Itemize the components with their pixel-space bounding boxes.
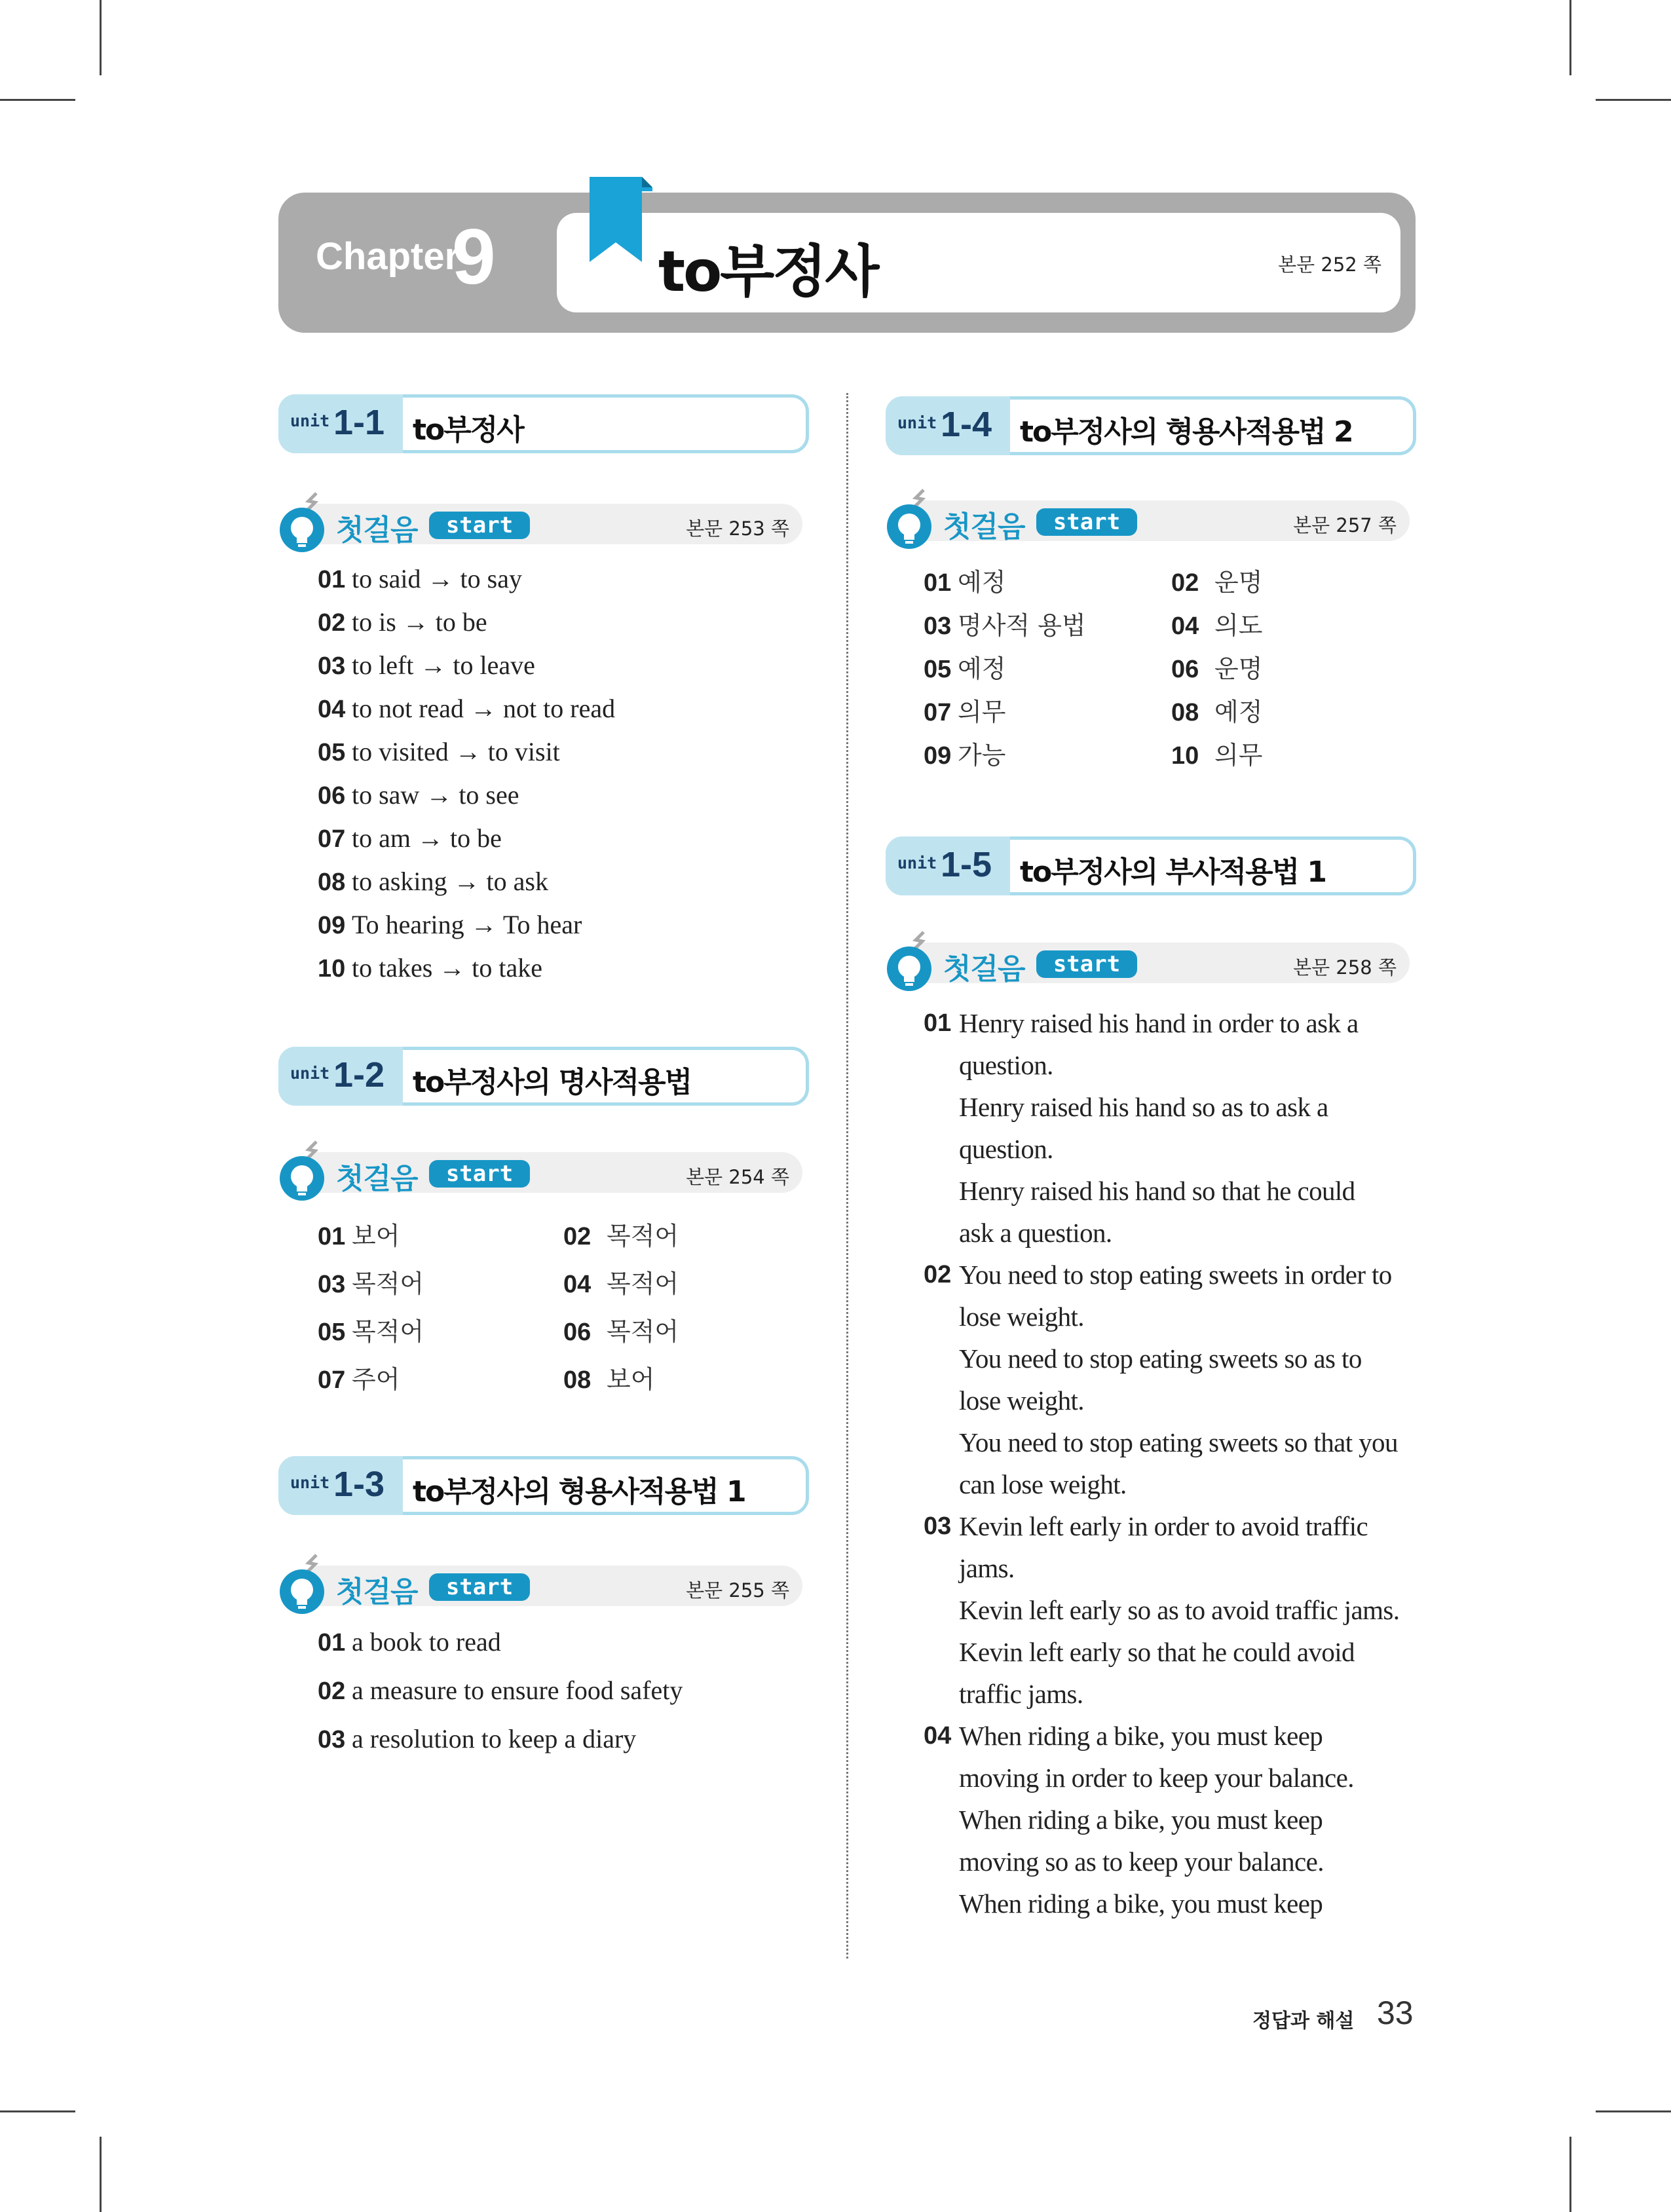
answer-number: 03 [924,1512,952,1540]
answer-text: 명사적 용법 [958,611,1086,640]
answer-item [318,866,615,909]
answer-item [318,1626,683,1675]
answer-row [318,1264,776,1311]
answer-number: 08 [318,869,346,896]
answer-item [563,1264,679,1300]
answer-item [318,1311,424,1347]
answer-text: to is → to be [352,607,487,637]
answer-line: When riding a bike, you must keep [959,1721,1323,1751]
answer-number: 02 [318,609,346,637]
answer-item [924,605,1086,641]
answer-item [1171,735,1262,771]
crop-mark [0,99,75,101]
answer-row [924,562,1382,605]
answer-text: To hearing → To hear [352,910,582,939]
crop-mark [100,0,102,75]
answer-text: 의무 [958,698,1006,726]
answer-item [318,1264,424,1300]
answer-text: 의무 [1214,741,1263,770]
answer-line: lose weight. [959,1385,1084,1415]
unit-number: 1-2 [333,1055,385,1095]
step-label: 첫걸음 [943,952,1025,986]
step-header-1-5 [886,940,1410,986]
answer-number: 04 [1171,612,1199,640]
answer-line: You need to stop eating sweets so as to [959,1343,1362,1374]
answer-text: 주어 [352,1365,400,1394]
answer-list-1-4 [924,562,1382,778]
answer-text: 예정 [958,568,1006,597]
crop-mark [1569,0,1571,75]
answer-number: 07 [318,825,346,853]
answer-text: to asking → to ask [352,867,548,896]
answer-item [1171,562,1262,598]
answer-item [318,779,615,823]
answer-line: ask a question. [959,1218,1112,1248]
unit-word: unit [290,1064,330,1083]
answer-text: 목적어 [607,1222,679,1250]
answer-item [318,1675,683,1723]
answer-number: 05 [318,1319,346,1346]
unit-header-1-3 [278,1456,809,1515]
unit-header-1-1 [278,394,809,453]
answer-number: 10 [1171,742,1199,770]
lightbulb-icon [278,1554,331,1617]
step-header-1-1 [278,501,802,547]
unit-number: 1-3 [333,1465,385,1504]
answer-row [924,605,1382,648]
answer-item [1171,692,1262,728]
start-badge: start [429,512,530,539]
answer-number: 10 [318,955,346,983]
unit-title: to부정사의 명사적용법 [413,1066,692,1099]
answer-number: 04 [924,1722,952,1750]
answer-number: 06 [563,1319,591,1346]
answer-item [563,1311,679,1347]
answer-text: 보어 [607,1365,655,1394]
page-ref: 본문 255 쪽 [686,1579,789,1602]
answer-line: jams. [959,1553,1015,1583]
unit-number: 1-1 [333,403,385,442]
answer-item [924,648,1005,684]
answer-number: 09 [318,912,346,939]
answer-line: Kevin left early so that he could avoid [959,1637,1355,1667]
answer-line: You need to stop eating sweets so that you [959,1427,1398,1457]
step-label: 첫걸음 [336,1575,418,1609]
answer-text: 가능 [958,741,1006,770]
answer-number: 07 [924,699,952,726]
chapter-number: 9 [452,213,496,301]
answer-number: 06 [318,782,346,810]
start-badge: start [429,1160,530,1188]
answer-row [318,1216,776,1264]
answer-item [318,563,615,607]
answer-number: 07 [318,1366,346,1394]
answer-number: 02 [318,1678,346,1705]
answer-text: to am → to be [352,823,502,853]
answer-line: Kevin left early in order to avoid traffic [959,1511,1368,1541]
answer-line: moving so as to keep your balance. [959,1846,1324,1877]
answer-text: a measure to ensure food safety [352,1676,683,1705]
answer-text: a book to read [352,1627,501,1657]
answer-number: 02 [563,1223,591,1250]
column-divider [846,393,848,1959]
answer-text: 예정 [1214,698,1263,726]
answer-number: 03 [318,1726,346,1753]
answer-text: 의도 [1214,611,1263,640]
answer-text: 목적어 [607,1317,679,1346]
answer-item [318,823,615,866]
answer-text: to saw → to see [352,780,519,810]
lightbulb-icon [278,492,331,555]
lightbulb-icon [886,931,938,994]
answer-line: When riding a bike, you must keep [959,1888,1323,1919]
unit-number: 1-4 [941,405,992,444]
answer-text: to left → to leave [352,650,535,680]
chapter-label: Chapter [316,235,460,278]
answer-item [318,1359,400,1395]
answer-number: 09 [924,742,952,770]
unit-header-1-4 [886,396,1416,455]
answer-line: question. [959,1134,1053,1164]
answer-line: Henry raised his hand in order to ask a [959,1008,1359,1038]
answer-item [318,650,615,693]
answer-number: 03 [924,612,952,640]
answer-number: 03 [318,1271,346,1298]
answer-text: 목적어 [352,1317,424,1346]
answer-text: to visited → to visit [352,737,560,766]
answer-list-1-1 [318,563,615,996]
answer-item [924,692,1005,728]
answer-item [563,1359,654,1395]
answer-text: 운명 [1214,568,1263,597]
unit-title: to부정사의 형용사적용법 2 [1020,415,1353,449]
answer-text: 예정 [958,654,1006,683]
answer-item [924,1505,1435,1715]
unit-title: to부정사의 형용사적용법 1 [413,1475,745,1509]
answer-text: 목적어 [607,1269,679,1298]
answer-item [924,735,1005,771]
unit-word: unit [897,413,937,432]
answer-item [318,1723,683,1772]
answer-number: 01 [318,1223,346,1250]
answer-text: 목적어 [352,1269,424,1298]
answer-number: 02 [1171,569,1199,597]
answer-line: lose weight. [959,1302,1084,1332]
answer-text: 보어 [352,1222,400,1250]
answer-item [924,1715,1435,1924]
step-label: 첫걸음 [336,1162,418,1195]
bookmark-icon [590,177,652,265]
answer-item [1171,648,1262,684]
answer-item [563,1216,679,1252]
answer-number: 08 [563,1366,591,1394]
answer-line: When riding a bike, you must keep [959,1805,1323,1835]
answer-text: to said → to say [352,564,522,593]
answer-line: question. [959,1050,1053,1080]
answer-row [318,1359,776,1407]
answer-item [318,736,615,779]
lightbulb-icon [278,1140,331,1203]
answer-number: 03 [318,652,346,680]
unit-word: unit [290,411,330,430]
start-badge: start [1036,950,1137,978]
answer-number: 05 [924,656,952,683]
answer-line: Henry raised his hand so that he could [959,1176,1355,1206]
answer-number: 06 [1171,656,1199,683]
answer-number: 02 [924,1261,952,1288]
step-label: 첫걸음 [336,514,418,547]
page-ref: 본문 253 쪽 [686,517,789,540]
page-ref: 본문 258 쪽 [1293,956,1397,979]
answer-number: 01 [924,1009,952,1037]
step-header-1-4 [886,498,1410,544]
answer-line: Henry raised his hand so as to ask a [959,1092,1328,1122]
unit-title: to부정사 [413,413,523,447]
start-badge: start [429,1573,530,1601]
answer-number: 01 [924,569,952,597]
crop-mark [1569,2137,1571,2212]
start-badge: start [1036,508,1137,536]
answer-line: can lose weight. [959,1469,1127,1499]
answer-list-1-5 [924,1002,1435,1924]
crop-mark [100,2137,102,2212]
answer-list-1-3 [318,1626,683,1772]
answer-text: to takes → to take [352,953,543,983]
answer-row [318,1311,776,1359]
chapter-title: to부정사 [658,239,878,305]
answer-item [318,952,615,996]
answer-text: to not read → not to read [352,694,616,723]
answer-item [924,1254,1435,1505]
answer-item [318,693,615,736]
page-ref: 본문 254 쪽 [686,1166,789,1188]
answer-number: 05 [318,739,346,766]
answer-text: 운명 [1214,654,1263,683]
page-ref: 본문 257 쪽 [1293,514,1397,536]
answer-number: 01 [318,1629,346,1657]
answer-row [924,692,1382,735]
answer-item [924,1002,1435,1254]
answer-list-1-2 [318,1216,776,1407]
answer-line: traffic jams. [959,1679,1083,1709]
answer-line: Kevin left early so as to avoid traffic jams. [959,1595,1400,1625]
step-header-1-3 [278,1563,802,1609]
unit-word: unit [897,853,937,872]
answer-line: You need to stop eating sweets in order to [959,1260,1392,1290]
unit-header-1-2 [278,1047,809,1106]
chapter-page-ref: 본문 252 쪽 [1278,253,1381,276]
footer-label: 정답과 해설 [1252,2010,1355,2033]
crop-mark [0,2110,75,2112]
answer-item [318,1216,400,1252]
lightbulb-icon [886,489,938,552]
unit-header-1-5 [886,836,1416,895]
page-number: 33 [1377,1995,1414,2031]
unit-title: to부정사의 부사적용법 1 [1020,855,1326,889]
answer-item [318,909,615,952]
answer-number: 01 [318,566,346,593]
answer-row [924,648,1382,692]
answer-item [1171,605,1262,641]
answer-number: 08 [1171,699,1199,726]
answer-line: moving in order to keep your balance. [959,1763,1354,1793]
answer-number: 04 [563,1271,591,1298]
answer-text: a resolution to keep a diary [352,1724,637,1753]
unit-number: 1-5 [941,845,992,884]
answer-row [924,735,1382,778]
step-header-1-2 [278,1150,802,1195]
answer-item [924,562,1005,598]
answer-item [318,607,615,650]
unit-word: unit [290,1473,330,1492]
crop-mark [1596,2110,1671,2112]
step-label: 첫걸음 [943,510,1025,544]
answer-number: 04 [318,696,346,723]
crop-mark [1596,99,1671,101]
